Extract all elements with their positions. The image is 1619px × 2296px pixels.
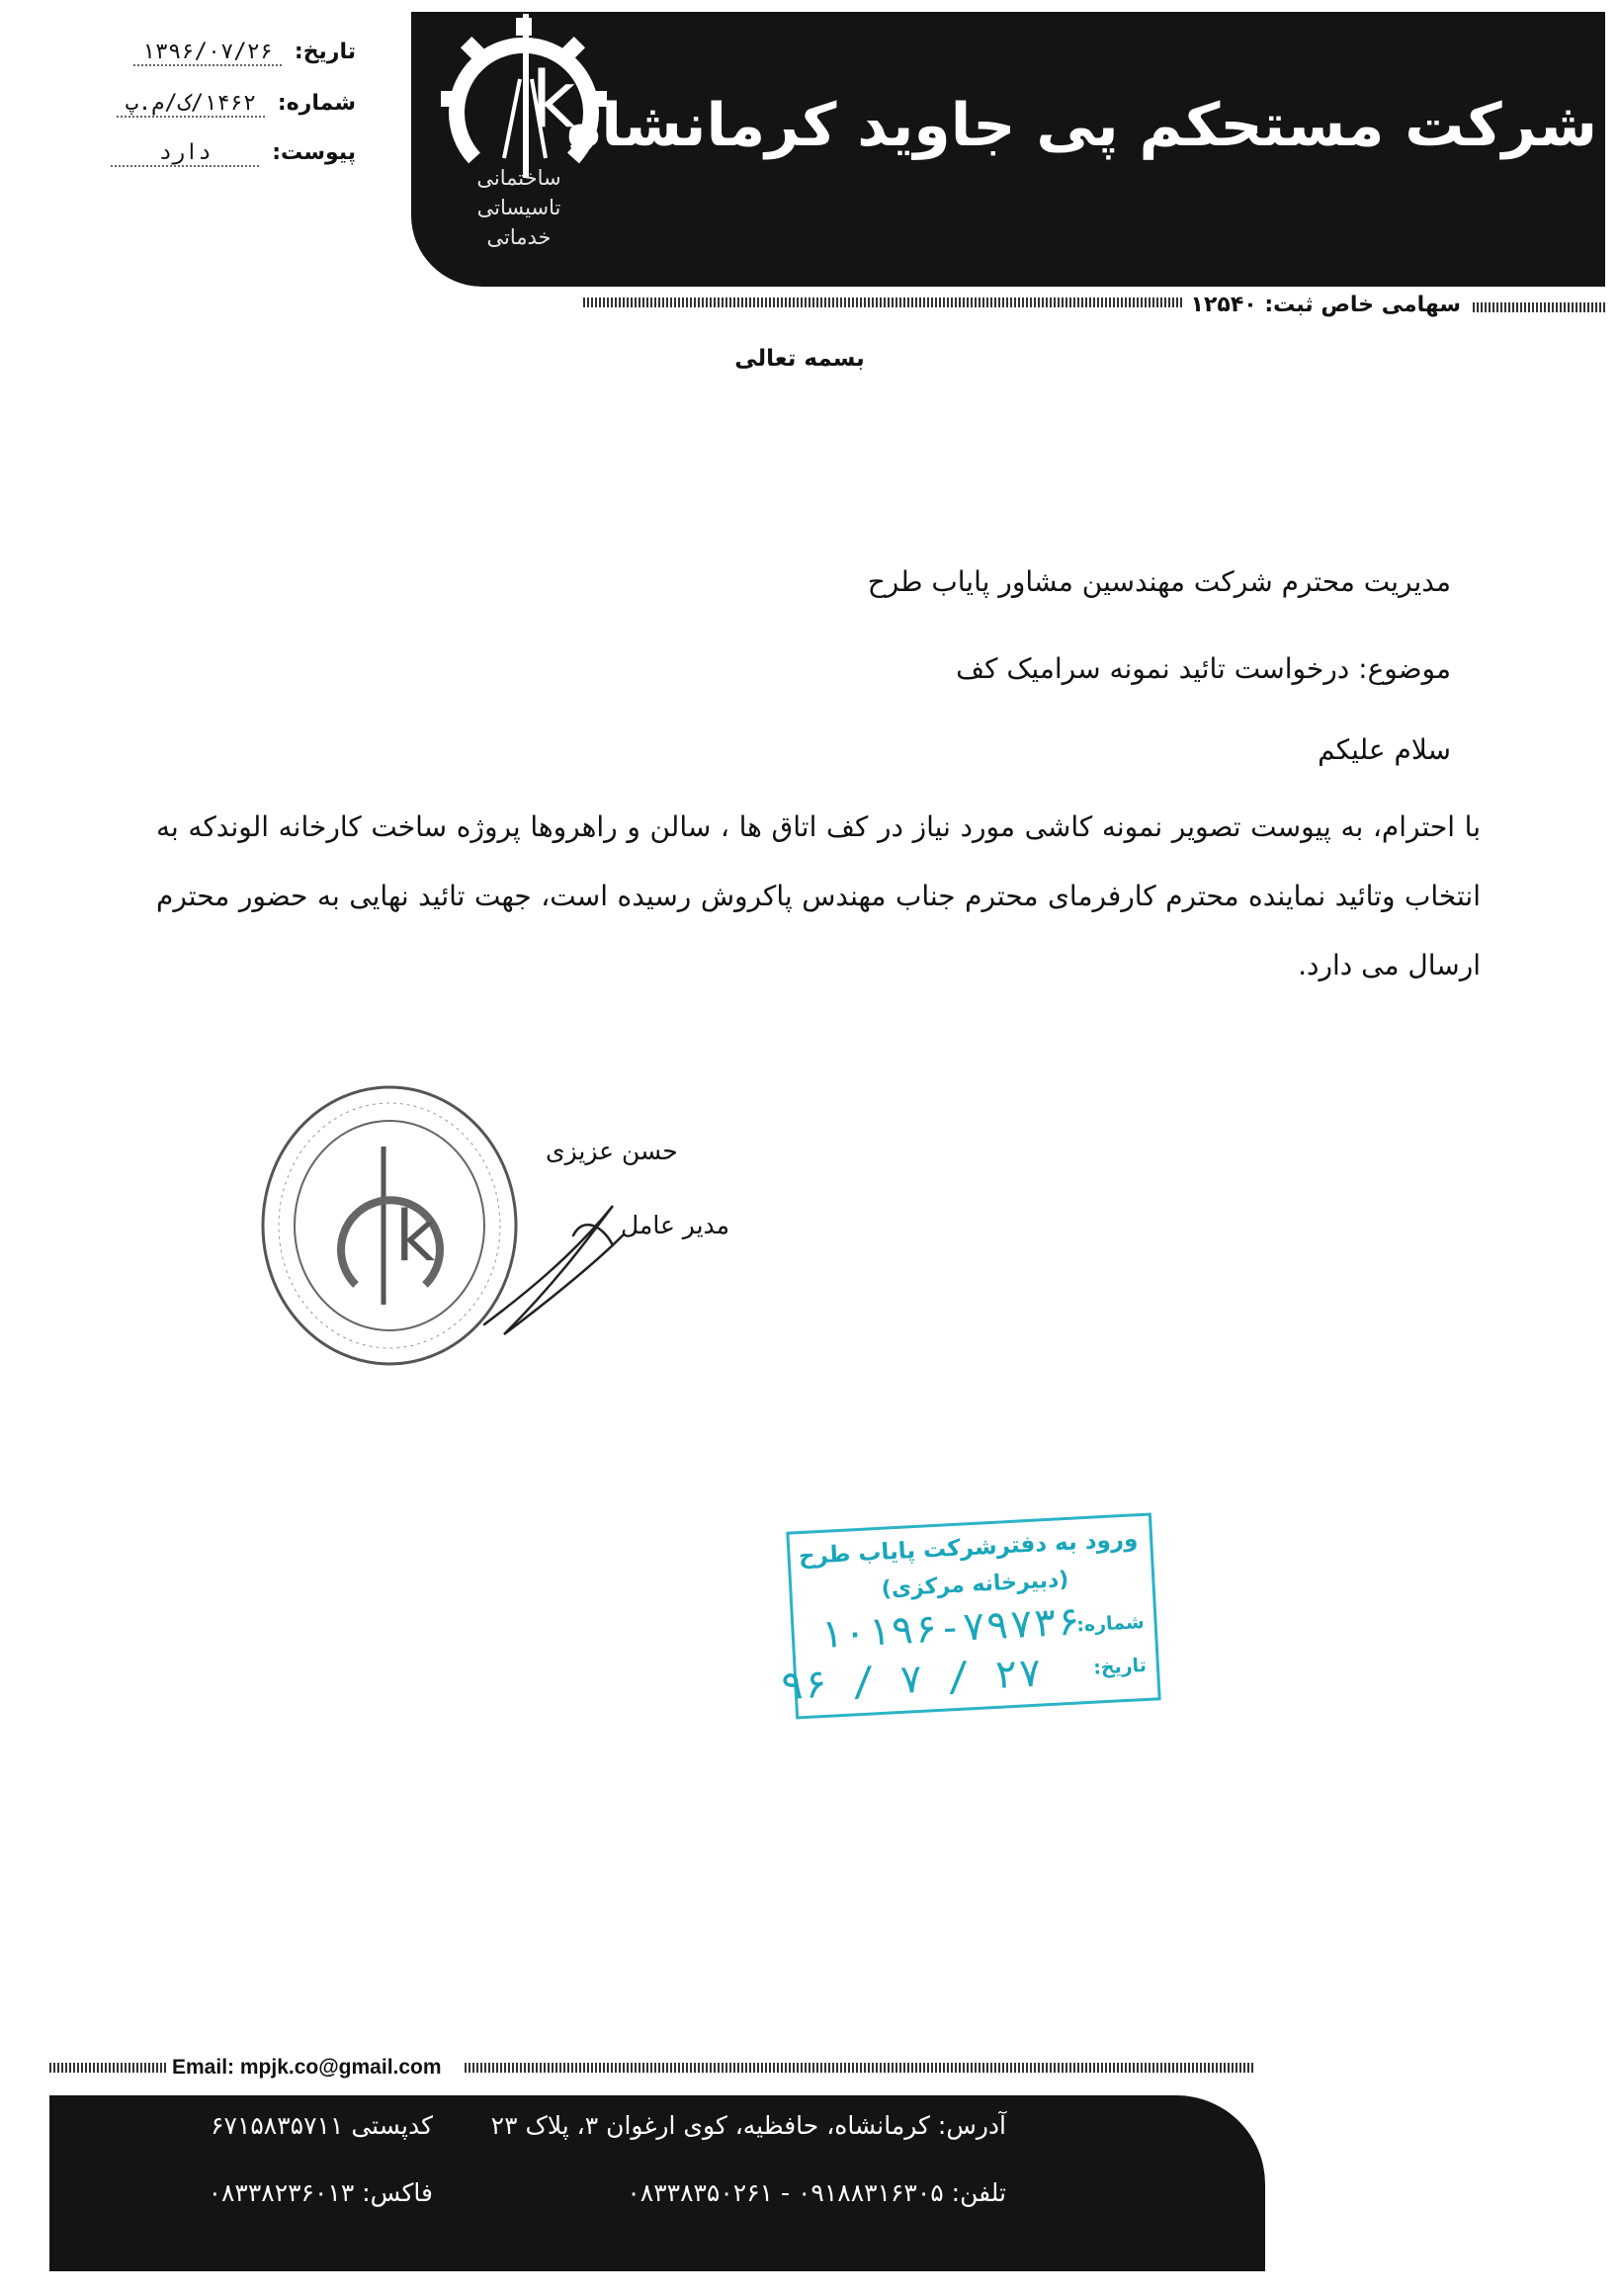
company-name: شرکت مستحکم پی جاوید کرمانشاه bbox=[565, 91, 1597, 160]
registration-number: سهامی خاص ثبت: ۱۲۵۴۰ bbox=[1183, 293, 1469, 317]
footer-address: آدرس: کرمانشاه، حافظیه، کوی ارغوان ۳، پلاک ۲۳ bbox=[490, 2111, 1006, 2140]
footer-postal-code: کدپستی ۶۷۱۵۸۳۵۷۱۱ bbox=[211, 2111, 433, 2140]
letter-body: با احترام، به پیوست تصویر نمونه کاشی مورد نیاز در کف اتاق ها ، سالن و راهروها پروژه ساخت کارخانه الوندکه به انتخاب وتائید نماینده محترم کارفرمای محترم جناب مهندس پاکروش رسیده است، جهت تائید نهایی به حضور محترم ارسال می دارد. bbox=[156, 810, 1481, 981]
stamp-subtitle: (دبیرخانه مرکزی) bbox=[881, 1567, 1069, 1602]
attachment-value: دارد bbox=[111, 140, 259, 167]
date-value: ۱۳۹۶/۰۷/۲۶ bbox=[133, 40, 282, 66]
signatory-name: حسن عزیزی bbox=[546, 1137, 678, 1165]
handwritten-signature-icon bbox=[465, 1186, 633, 1344]
number-value: ۱۴۶۲/ک/م.پ bbox=[117, 91, 265, 118]
logo-letter: k bbox=[531, 56, 576, 145]
footer-fax: فاکس: ۰۸۳۳۸۲۳۶۰۱۳ bbox=[208, 2178, 433, 2207]
registration-stripe-left bbox=[583, 298, 1216, 307]
incoming-stamp bbox=[779, 1512, 1160, 1719]
logo-tagline-2: تاسیساتی bbox=[476, 196, 561, 219]
date-label: تاریخ: bbox=[294, 40, 356, 64]
logo-tagline-1: ساختمانی bbox=[476, 166, 561, 190]
meta-number bbox=[117, 91, 356, 118]
greeting: سلام علیکم bbox=[1318, 733, 1451, 766]
svg-text:k: k bbox=[394, 1196, 436, 1277]
signatory-title: مدیر عامل bbox=[621, 1211, 730, 1239]
meta-date bbox=[133, 40, 356, 66]
registration-stripe-right bbox=[1473, 302, 1605, 312]
footer-phone: تلفن: ۰۹۱۸۸۳۱۶۳۰۵ - ۰۸۳۳۸۳۵۰۲۶۱ bbox=[627, 2178, 1006, 2207]
email-stripe-right bbox=[465, 2063, 1255, 2073]
email-stripe-left bbox=[49, 2063, 168, 2073]
basmala: بسمه تعالی bbox=[734, 346, 865, 372]
meta-attachment bbox=[111, 140, 356, 167]
stamp-date-label: تاریخ: bbox=[1092, 1654, 1148, 1679]
recipient: مدیریت محترم شرکت مهندسین مشاور پایاب طرح bbox=[867, 565, 1451, 598]
subject: موضوع: درخواست تائید نمونه سرامیک کف bbox=[956, 652, 1451, 685]
number-label: شماره: bbox=[277, 91, 356, 116]
logo-tagline-3: خدماتی bbox=[486, 225, 552, 249]
stamp-number-label: شماره: bbox=[1075, 1610, 1146, 1637]
stamp-number-value: ۱۰۱۹۶-۷۹۷۳۶ bbox=[817, 1598, 1082, 1658]
attachment-label: پیوست: bbox=[272, 140, 356, 165]
stamp-title: ورود به دفترشرکت پایاب طرح bbox=[798, 1526, 1139, 1571]
footer-email: Email: mpjk.co@gmail.com bbox=[172, 2056, 442, 2079]
stamp-date-value: ۹۶ / ۷ / ۲۷ bbox=[779, 1650, 1044, 1710]
